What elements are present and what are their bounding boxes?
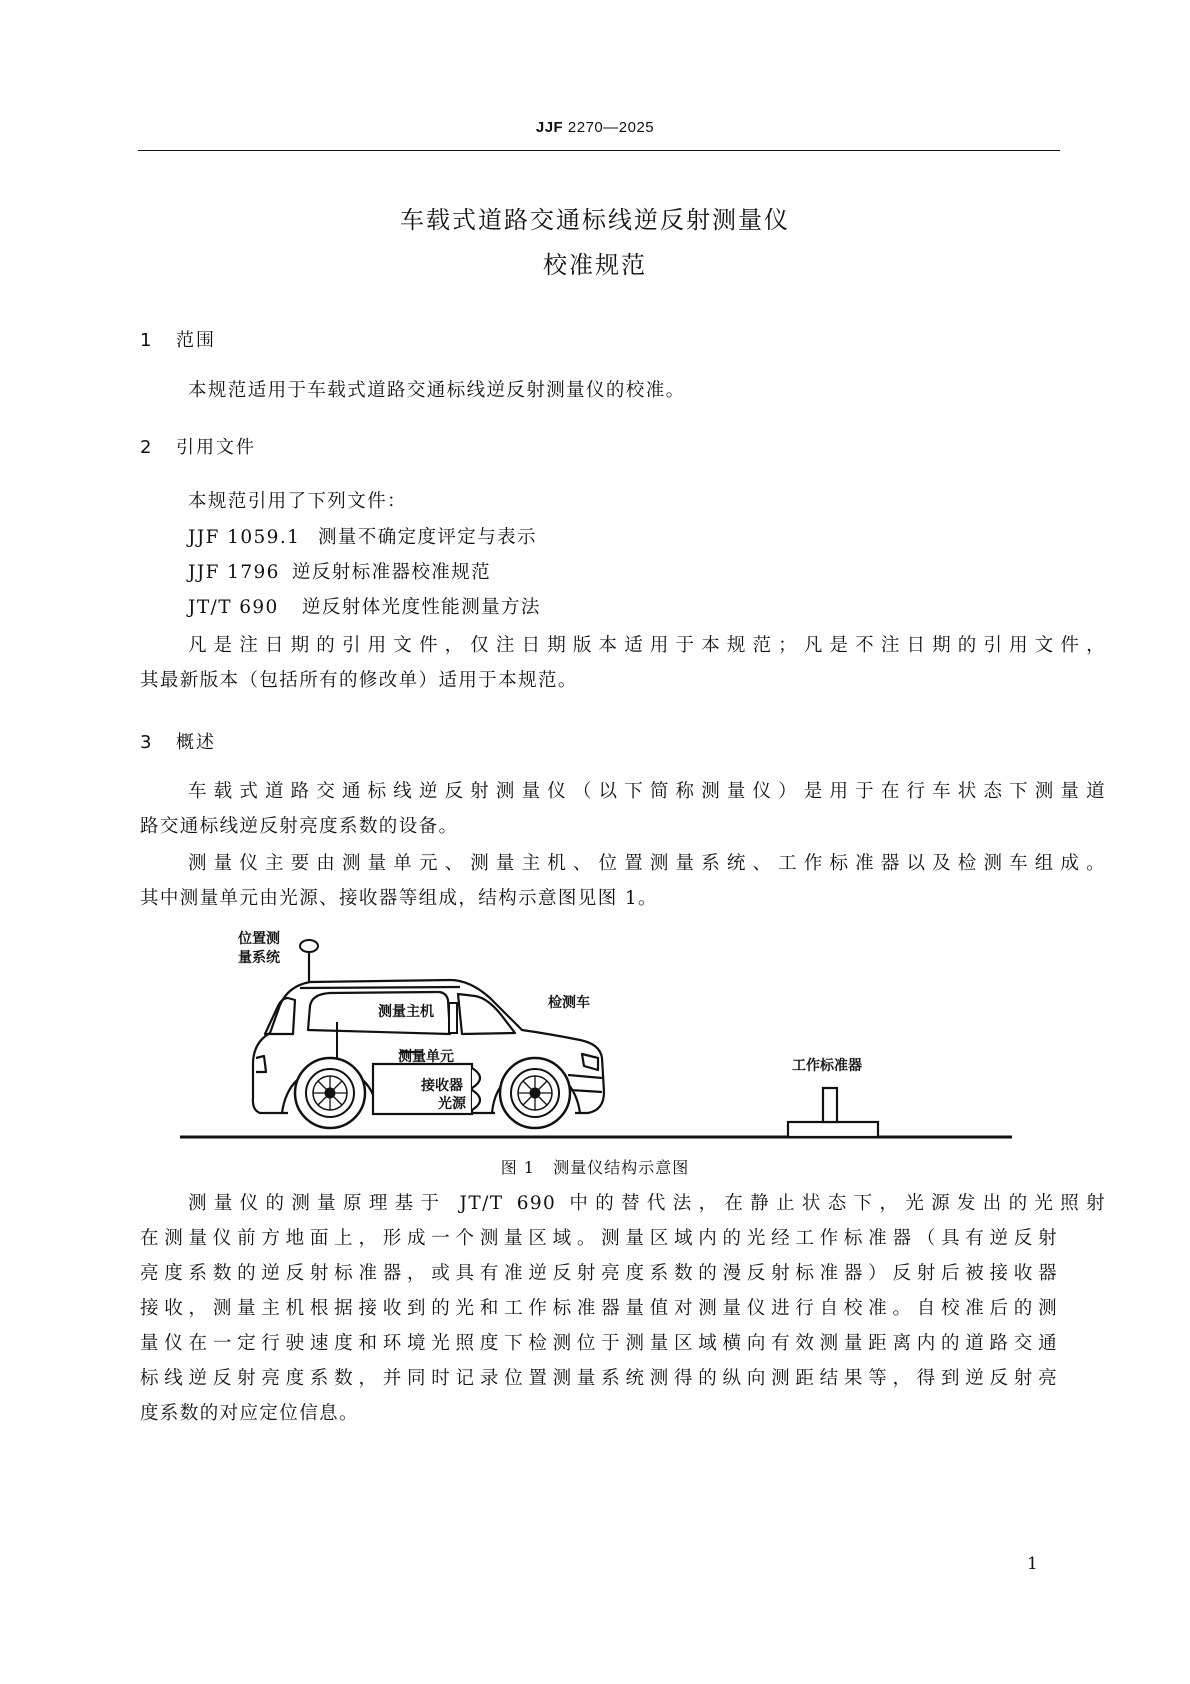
section-title: 引用文件: [176, 437, 256, 458]
front-wheel-icon: [500, 1058, 570, 1128]
header-rule: [138, 150, 1060, 151]
caption-text: 测量仪结构示意图: [553, 1158, 690, 1177]
antenna-icon: [300, 940, 318, 982]
caption-number: 图 1: [500, 1158, 535, 1177]
overview-paragraph-line: 测量仪的测量原理基于 JT/T 690 中的替代法，在静止状态下，光源发出的光照射: [188, 1193, 1106, 1214]
reference-code: JT/T 690: [188, 597, 279, 618]
work-standard-icon: [788, 1088, 878, 1137]
document-title: 车载式道路交通标线逆反射测量仪: [400, 206, 790, 234]
overview-paragraph-line: 路交通标线逆反射亮度系数的设备。: [140, 816, 459, 837]
running-header: [0, 119, 1190, 136]
reference-code: JJF 1796: [188, 562, 280, 583]
section-title: 概述: [176, 732, 216, 753]
section-title: 范围: [176, 330, 216, 351]
reference-item: [188, 558, 491, 584]
overview-paragraph-line: 车载式道路交通标线逆反射测量仪（以下简称测量仪）是用于在行车状态下测量道: [188, 781, 1106, 802]
section-3-heading: [140, 728, 216, 754]
label-receiver: 接收器: [421, 1078, 463, 1094]
label-unit: 测量单元: [398, 1049, 454, 1065]
overview-paragraph-line: 接收，测量主机根据接收到的光和工作标准器量值对测量仪进行自校准。自校准后的测: [140, 1298, 1058, 1319]
label-light: 光源: [438, 1096, 466, 1112]
figure-caption: [0, 1155, 1190, 1178]
overview-paragraph-line: 标线逆反射亮度系数，并同时记录位置测量系统测得的纵向测距结果等，得到逆反射亮: [140, 1368, 1058, 1389]
references-intro: 本规范引用了下列文件：: [188, 491, 407, 512]
section-number: 3: [140, 732, 152, 753]
overview-paragraph-line: 亮度系数的逆反射标准器，或具有准逆反射亮度系数的漫反射标准器）反射后被接收器: [140, 1263, 1058, 1284]
label-standard: 工作标准器: [792, 1058, 862, 1074]
section-number: 2: [140, 437, 152, 458]
overview-paragraph-line: 其中测量单元由光源、接收器等组成，结构示意图见图 1。: [140, 888, 658, 909]
label-position-line1: 位置测: [238, 931, 280, 947]
page-number: 1: [1027, 1554, 1038, 1574]
section-2-heading: [140, 433, 256, 459]
section-1-heading: [140, 326, 216, 352]
reference-item: [188, 593, 541, 619]
document-subtitle: 校准规范: [543, 251, 647, 279]
overview-paragraph-line: 度系数的对应定位信息。: [140, 1403, 359, 1424]
header-code: JJF: [535, 119, 564, 136]
references-note-line: 其最新版本（包括所有的修改单）适用于本规范。: [140, 670, 578, 691]
rear-wheel-icon: [295, 1058, 365, 1128]
reference-code: JJF 1059.1: [188, 527, 301, 548]
reference-name: 测量不确定度评定与表示: [318, 527, 537, 548]
host-device-icon: [449, 1003, 457, 1033]
overview-paragraph-line: 在测量仪前方地面上，形成一个测量区域。测量区域内的光经工作标准器（具有逆反射: [140, 1228, 1058, 1249]
reference-item: [188, 523, 537, 549]
header-number: 2270—2025: [567, 119, 655, 136]
scope-paragraph: 本规范适用于车载式道路交通标线逆反射测量仪的校准。: [188, 380, 686, 401]
overview-paragraph-line: 测量仪主要由测量单元、测量主机、位置测量系统、工作标准器以及检测车组成。: [188, 853, 1106, 874]
reference-name: 逆反射体光度性能测量方法: [302, 597, 541, 618]
label-host: 测量主机: [378, 1004, 434, 1020]
label-vehicle: 检测车: [548, 995, 590, 1011]
label-position-line2: 量系统: [238, 950, 280, 966]
references-note-line: 凡是注日期的引用文件，仅注日期版本适用于本规范；凡是不注日期的引用文件，: [188, 635, 1106, 656]
section-number: 1: [140, 330, 152, 351]
reference-name: 逆反射标准器校准规范: [292, 562, 492, 583]
overview-paragraph-line: 量仪在一定行驶速度和环境光照度下检测位于测量区域横向有效测量距离内的道路交通: [140, 1333, 1058, 1354]
structure-diagram: [170, 930, 1030, 1150]
